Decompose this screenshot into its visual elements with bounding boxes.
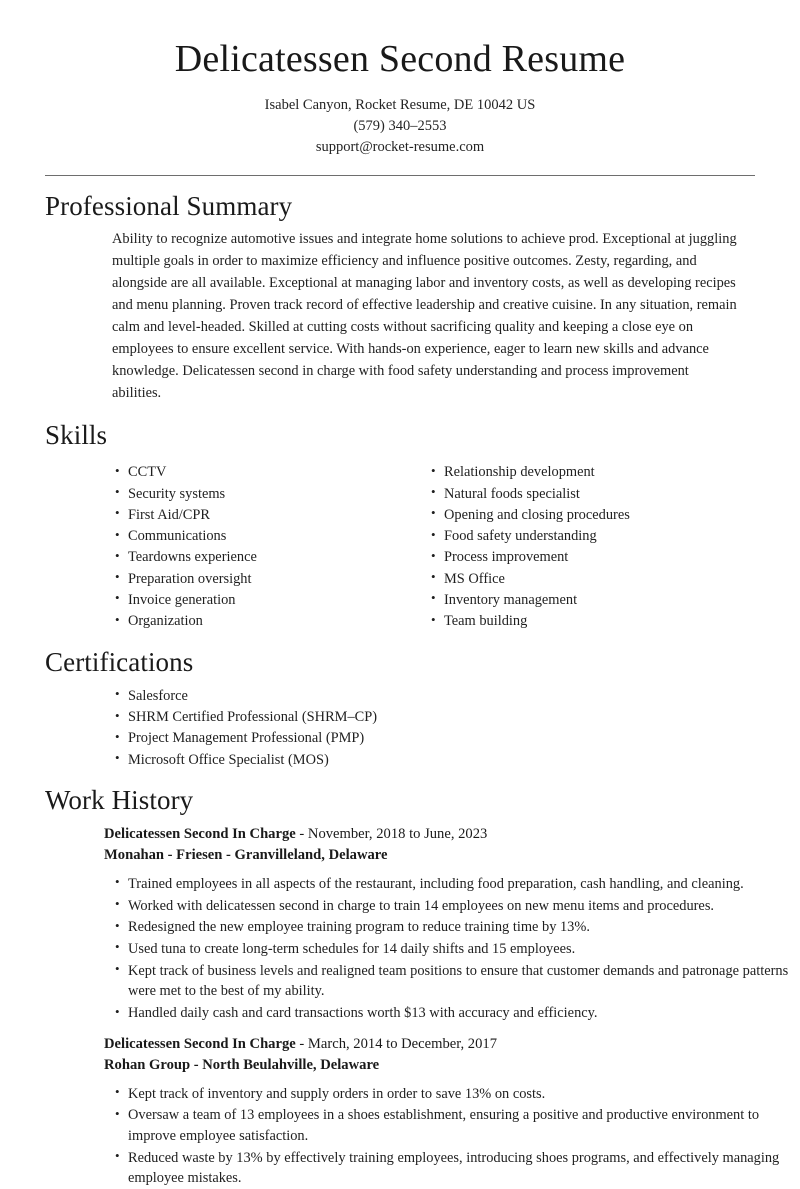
list-item: • CCTV <box>128 462 400 483</box>
job-title: Delicatessen Second In Charge <box>104 1036 296 1052</box>
skills-list-right <box>400 462 800 631</box>
list-item: • Oversaw a team of 13 employees in a shoes establishment, ensuring a positive and productive environment to improve employee satisfaction. <box>128 1105 800 1146</box>
job-bullets-1 <box>0 874 800 1024</box>
list-item: • Invoice generation <box>128 590 400 611</box>
job-title-line <box>104 824 800 845</box>
page-title: Delicatessen Second Resume <box>0 0 800 82</box>
list-item: • Kept track of business levels and realigned team positions to ensure that customer demands and patronage patterns were met to the best of my ability. <box>128 961 800 1002</box>
work-history-entry-2 <box>0 1034 800 1189</box>
list-item: • Process improvement <box>444 547 800 568</box>
list-item: • Preparation oversight <box>128 569 400 590</box>
list-item: • Handled daily cash and card transactions worth $13 with accuracy and efficiency. <box>128 1003 800 1024</box>
contact-email: support@rocket-resume.com <box>0 137 800 158</box>
list-item: • First Aid/CPR <box>128 505 400 526</box>
skills-column-left <box>0 456 400 632</box>
work-history-entry-1 <box>0 824 800 1024</box>
skills-columns <box>0 456 800 632</box>
list-item: • Organization <box>128 611 400 632</box>
list-item: • Inventory management <box>444 590 800 611</box>
list-item: • Kept track of inventory and supply orders in order to save 13% on costs. <box>128 1084 800 1105</box>
list-item: • Worked with delicatessen second in charge to train 14 employees on new menu items and procedures. <box>128 896 800 917</box>
header-divider <box>45 175 755 176</box>
job-bullets-2 <box>0 1084 800 1189</box>
section-heading-certifications: Certifications <box>45 646 800 680</box>
section-heading-skills: Skills <box>45 419 800 453</box>
list-item: • Redesigned the new employee training program to reduce training time by 13%. <box>128 917 800 938</box>
section-heading-work-history: Work History <box>45 784 800 818</box>
skills-column-right <box>400 456 800 632</box>
list-item: • Teardowns experience <box>128 547 400 568</box>
summary-paragraph: Ability to recognize automotive issues and integrate home solutions to achieve prod. Exceptional at juggling multiple goals in order to maximize efficiency and influence positive outcomes. Zesty, regarding, and alongside are all available. Exceptional at managing labor and inventory costs, as well as developing recipes and menu planning. Proven track record of effective leadership and creative cuisine. In any situation, remain calm and level-headed. Skilled at cutting costs without sacrificing quality and keeping a close eye on employees to ensure excellent service. With hands-on experience, eager to learn new skills and advance knowledge. Delicatessen second in charge with food safety understanding and process improvement abilities. <box>112 229 738 404</box>
section-heading-summary: Professional Summary <box>45 190 800 224</box>
contact-address: Isabel Canyon, Rocket Resume, DE 10042 US <box>0 95 800 116</box>
list-item: • Team building <box>444 611 800 632</box>
list-item: • Food safety understanding <box>444 526 800 547</box>
list-item: • Reduced waste by 13% by effectively training employees, introducing shoes programs, and effectively managing employee mistakes. <box>128 1148 800 1189</box>
list-item: • Communications <box>128 526 400 547</box>
resume-header <box>0 0 800 176</box>
list-item: • Used tuna to create long-term schedules for 14 daily shifts and 15 employees. <box>128 939 800 960</box>
job-separator: - <box>296 826 308 842</box>
list-item: • Opening and closing procedures <box>444 505 800 526</box>
job-title-line <box>104 1034 800 1055</box>
certifications-list <box>0 686 800 770</box>
skills-list-left <box>0 462 400 631</box>
list-item: • Natural foods specialist <box>444 484 800 505</box>
section-work-history <box>0 784 800 1189</box>
contact-phone: (579) 340–2553 <box>0 116 800 137</box>
list-item: • MS Office <box>444 569 800 590</box>
section-skills <box>0 419 800 633</box>
list-item: • Project Management Professional (PMP) <box>128 728 800 749</box>
list-item: • Relationship development <box>444 462 800 483</box>
list-item: • Trained employees in all aspects of the restaurant, including food preparation, cash handling, and cleaning. <box>128 874 800 895</box>
job-title: Delicatessen Second In Charge <box>104 826 296 842</box>
job-company-location: Monahan - Friesen - Granvilleland, Delaware <box>104 845 800 866</box>
list-item: • SHRM Certified Professional (SHRM–CP) <box>128 707 800 728</box>
contact-block <box>0 95 800 158</box>
section-professional-summary <box>0 190 800 405</box>
list-item: • Microsoft Office Specialist (MOS) <box>128 750 800 771</box>
job-dates: March, 2014 to December, 2017 <box>308 1036 497 1052</box>
list-item: • Security systems <box>128 484 400 505</box>
job-dates: November, 2018 to June, 2023 <box>308 826 487 842</box>
section-certifications <box>0 646 800 770</box>
job-company-location: Rohan Group - North Beulahville, Delaware <box>104 1055 800 1076</box>
list-item: • Salesforce <box>128 686 800 707</box>
job-separator: - <box>296 1036 308 1052</box>
